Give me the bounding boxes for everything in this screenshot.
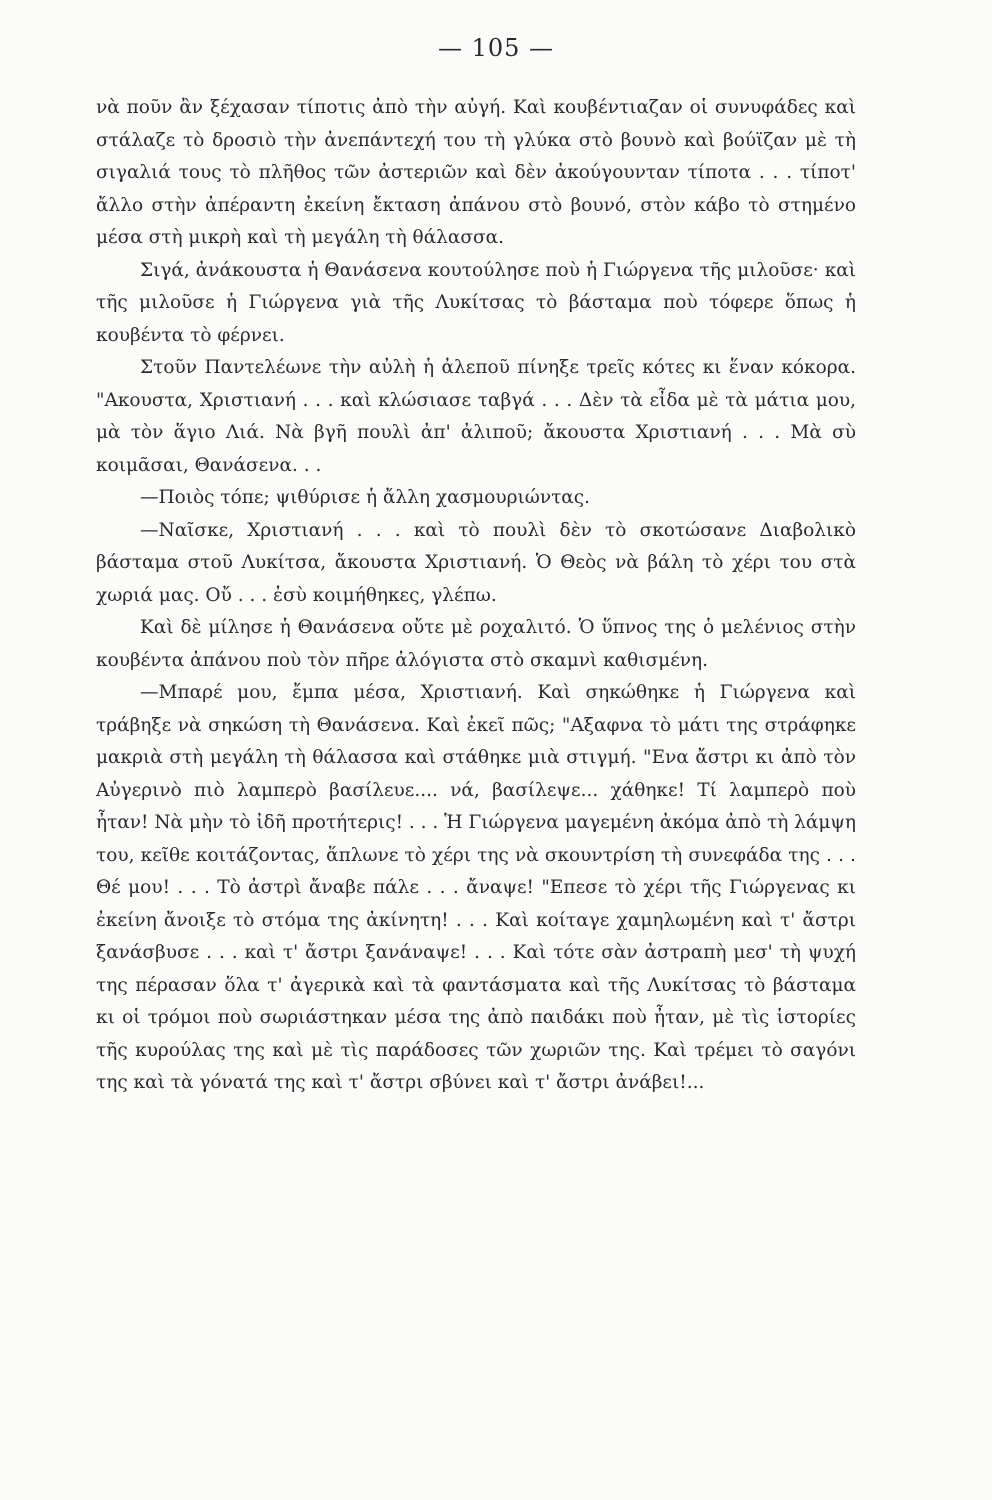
paragraph-7: —Μπαρέ μου, ἔμπα μέσα, Χριστιανή. Καὶ σηκώθηκε ἡ Γιώργενα καὶ τράβηξε νὰ σηκώση τὴ Θανάσενα. Καὶ ἐκεῖ πῶς; "Αξαφνα τὸ μάτι της στράφηκε μακριὰ στὴ μεγάλη τὴ θάλασσα καὶ στάθηκε μιὰ στιγμή. "Ενα ἄστρι κι ἀπὸ τὸν Αὐγερινὸ πιὸ λαμπερὸ βασίλευε.... νά, βασίλεψε... χάθηκε! Τί λαμπερὸ ποὺ ἦταν! Νὰ μὴν τὸ ἰδῆ προτήτερις! . . . Ἡ Γιώργενα μαγεμένη ἀκόμα ἀπὸ τὴ λάμψη του, κεῖθε κοιτάζοντας, ἅπλωνε τὸ χέρι της νὰ σκουντρίση τὴ συνεφάδα της . . . Θέ μου! . . . Τὸ ἀστρὶ ἄναβε πάλε . . . ἄναψε! "Επεσε τὸ χέρι τῆς Γιώργενας κι ἐκείνη ἄνοιξε τὸ στόμα της ἀκίνητη! . . . Καὶ κοίταγε χαμηλωμένη καὶ τ' ἄστρι ξανάσβυσε . . . καὶ τ' ἄστρι ξανάναψε! . . . Καὶ τότε σὰν ἀστραπὴ μεσ' τὴ ψυχή της πέρασαν ὅλα τ' ἀγερικὰ καὶ τὰ φαντάσματα καὶ τῆς Λυκίτσας τὸ βάσταμα κι οἱ τρόμοι ποὺ σωριάστηκαν μέσα της ἀπὸ παιδάκι ποὺ ἦταν, μὲ τὶς ἱστορίες τῆς κυρούλας της καὶ μὲ τὶς παράδοσες τῶν χωριῶν της. Καὶ τρέμει τὸ σαγόνι της καὶ τὰ γόνατά της καὶ τ' ἄστρι σβύνει καὶ τ' ἄστρι ἀνάβει!... [96,682,856,1093]
body-text [96,92,856,1100]
paragraph-3: Στοῦν Παντελέωνε τὴν αὐλὴ ἡ ἀλεποῦ πίνηξε τρεῖς κότες κι ἕναν κόκορα. "Ακουστα, Χριστιανή . . . καὶ κλώσιασε ταβγά . . . Δὲν τὰ εἶδα μὲ τὰ μάτια μου, μὰ τὸν ἅγιο Λιά. Νὰ βγῆ πουλὶ ἀπ' ἀλιποῦ; ἄκουστα Χριστιανή . . . Μὰ σὺ κοιμᾶσαι, Θανάσενα. . . [96,357,856,476]
paragraph-6: Καὶ δὲ μίλησε ἡ Θανάσενα οὔτε μὲ ροχαλιτό. Ὁ ὕπνος της ὁ μελένιος στὴν κουβέντα ἀπάνου ποὺ τὸν πῆρε ἀλόγιστα στὸ σκαμνὶ καθισμένη. [96,617,856,671]
page-number: — 105 — [437,34,555,62]
paragraph-5: —Ναῖσκε, Χριστιανή . . . καὶ τὸ πουλὶ δὲν τὸ σκοτώσανε Διαβολικὸ βάσταμα στοῦ Λυκίτσα, ἄκουστα Χριστιανή. Ὁ Θεὸς νὰ βάλη τὸ χέρι του στὰ χωριά μας. Οὔ . . . ἐσὺ κοιμήθηκες, γλέπω. [96,519,856,606]
paragraph-4: —Ποιὸς τόπε; ψιθύρισε ἡ ἄλλη χασμουριώντας. [140,487,591,508]
paragraph-1: νὰ ποῦν ἂν ξέχασαν τίποτις ἀπὸ τὴν αὐγή. Καὶ κουβέντιαζαν οἱ συνυφάδες καὶ στάλαζε τὸ δροσιὸ τὴν ἀνεπάντεχή του τὴ γλύκα στὸ βουνὸ καὶ βούϊζαν μὲ τὴ σιγαλιά τους τὸ πλῆθος τῶν ἀστεριῶν καὶ δὲν ἀκούγουνταν τίποτα . . . τίποτ' ἄλλο στὴν ἀπέραντη ἐκείνη ἔκταση ἀπάνου στὸ βουνό, στὸν κάβο τὸ στημένο μέσα στὴ μικρὴ καὶ τὴ μεγάλη τὴ θάλασσα. [96,97,856,248]
paragraph-2: Σιγά, ἀνάκουστα ἡ Θανάσενα κουτούλησε ποὺ ἡ Γιώργενα τῆς μιλοῦσε· καὶ τῆς μιλοῦσε ἡ Γιώργενα γιὰ τῆς Λυκίτσας τὸ βάσταμα ποὺ τόφερε ὅπως ἡ κουβέντα τὸ φέρνει. [96,259,856,346]
